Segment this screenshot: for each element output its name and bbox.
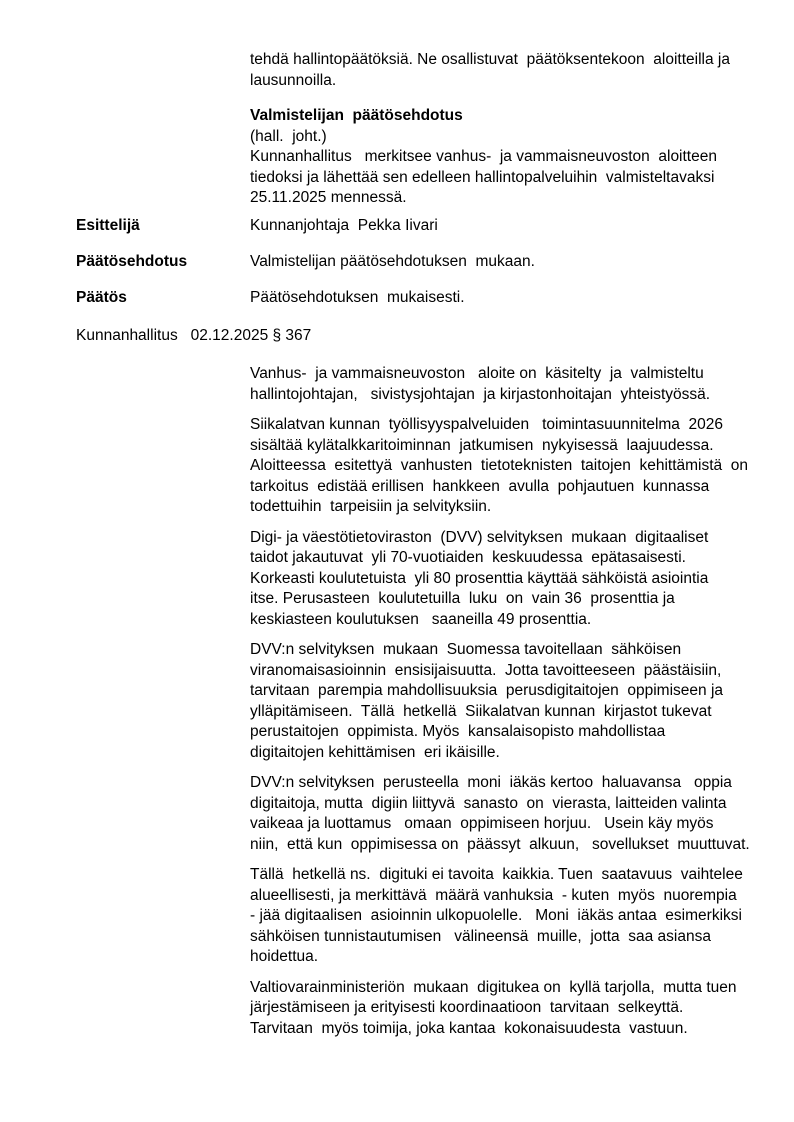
paragraph-line: taidot jakautuvat yli 70-vuotiaiden keskuudessa epätasaisesti. (250, 549, 686, 566)
paragraph-line: Valtiovarainministeriön mukaan digitukea on kyllä tarjolla, mutta tuen (250, 978, 737, 996)
paragraph-line: Digi- ja väestötietoviraston (DVV) selvityksen mukaan digitaaliset (250, 528, 709, 546)
paragraph-line: itse. Perusasteen koulutetuilla luku on vain 36 prosenttia ja (250, 590, 675, 607)
paragraph-line: järjestämiseen ja erityisesti koordinaatioon tarvitaan selkeyttä. (250, 999, 684, 1016)
body-text (250, 364, 770, 1049)
body-paragraph (250, 528, 770, 631)
paragraph-line: alueellisesti, ja merkittävä määrä vanhuksia - kuten myös nuorempia (250, 886, 737, 904)
paragraph-line: ylläpitämiseen. Tällä hetkellä Siikalatvan kunnan kirjastot tukevat (250, 702, 712, 720)
paragraph-line: (hall. joht.) (250, 127, 327, 145)
paragraph-line: Tarvitaan myös toimija, joka kantaa kokonaisuudesta vastuun. (250, 1019, 688, 1037)
paragraph-line: tarkoitus edistää erillisen hankkeen avulla pohjautuen kunnassa (250, 477, 710, 495)
paragraph-line: Aloitteessa esitettyä vanhusten tietoteknisten taitojen kehittämistä on (250, 457, 749, 474)
paragraph-line: Siikalatvan kunnan työllisyyspalveluiden toimintasuunnitelma 2026 (250, 416, 724, 433)
body-paragraph (250, 865, 770, 968)
proposal-heading: Valmistelijan päätösehdotus (250, 107, 463, 124)
body-paragraph (250, 773, 770, 855)
paragraph-line: tiedoksi ja lähettää sen edelleen hallintopalveluihin valmisteltavaksi (250, 168, 715, 186)
decision-proposal-value: Valmistelijan päätösehdotuksen mukaan. (250, 253, 535, 270)
paragraph-line: 25.11.2025 mennessä. (250, 189, 407, 206)
paragraph-line: Kunnanhallitus merkitsee vanhus- ja vammaisneuvoston aloitteen (250, 148, 717, 165)
continuation-paragraph (250, 50, 730, 91)
paragraph-line: perustaitojen oppimista. Myös kansalaisopisto mahdollistaa (250, 723, 666, 740)
decision-proposal-label: Päätösehdotus (76, 253, 188, 270)
paragraph-line: hoidettua. (250, 948, 319, 965)
body-paragraph (250, 415, 770, 518)
paragraph-line: DVV:n selvityksen perusteella moni iäkäs kertoo haluavansa oppia (250, 774, 732, 791)
paragraph-line: todettuihin tarpeisiin ja selvityksiin. (250, 498, 492, 515)
body-paragraph (250, 978, 770, 1040)
paragraph-line: digitaitojen kehittämisen eri ikäisille. (250, 743, 500, 761)
paragraph-line: Korkeasti koulutetuista yli 80 prosenttia käyttää sähköistä asiointia (250, 569, 709, 587)
paragraph-line: vaikeaa ja luottamus omaan oppimiseen horjuu. Usein käy myös (250, 815, 714, 832)
decision-value: Päätösehdotuksen mukaisesti. (250, 289, 465, 306)
body-paragraph (250, 364, 770, 405)
paragraph-line: digitaitoja, mutta digiin liittyvä sanasto on vierasta, laitteiden valinta (250, 794, 727, 812)
presenter-value: Kunnanjohtaja Pekka Iivari (250, 217, 438, 234)
paragraph-line: sisältää kylätalkkaritoiminnan jatkumisen nykyisessä laajuudessa. (250, 436, 714, 454)
paragraph-line: keskiasteen koulutuksen saaneilla 49 prosenttia. (250, 610, 592, 628)
paragraph-line: DVV:n selvityksen mukaan Suomessa tavoitellaan sähköisen (250, 641, 682, 658)
paragraph-line: tarvitaan parempia mahdollisuuksia perusdigitaitojen oppimiseen ja (250, 682, 724, 699)
section-heading: Kunnanhallitus 02.12.2025 § 367 (76, 327, 312, 344)
presenter-label: Esittelijä (76, 217, 140, 234)
paragraph-line: Vanhus- ja vammaisneuvoston aloite on käsitelty ja valmisteltu (250, 365, 704, 382)
paragraph-line: sähköisen tunnistautumisen välineensä muille, jotta saa asiansa (250, 927, 711, 945)
paragraph-line: niin, että kun oppimisessa on päässyt alkuun, sovellukset muuttuvat. (250, 835, 750, 853)
paragraph-line: viranomaisasioinnin ensisijaisuutta. Jotta tavoitteeseen päästäisiin, (250, 661, 722, 679)
paragraph-line: Tällä hetkellä ns. digituki ei tavoita kaikkia. Tuen saatavuus vaihtelee (250, 866, 743, 883)
paragraph-line: - jää digitaalisen asioinnin ulkopuolelle. Moni iäkäs antaa esimerkiksi (250, 907, 742, 924)
paragraph-line: lausunnoilla. (250, 71, 337, 89)
paragraph-line: tehdä hallintopäätöksiä. Ne osallistuvat päätöksentekoon aloitteilla ja (250, 51, 730, 68)
proposal-section (250, 106, 717, 209)
body-paragraph (250, 640, 770, 763)
decision-label: Päätös (76, 289, 127, 306)
paragraph-line: hallintojohtajan, sivistysjohtajan ja kirjastonhoitajan yhteistyössä. (250, 385, 711, 403)
